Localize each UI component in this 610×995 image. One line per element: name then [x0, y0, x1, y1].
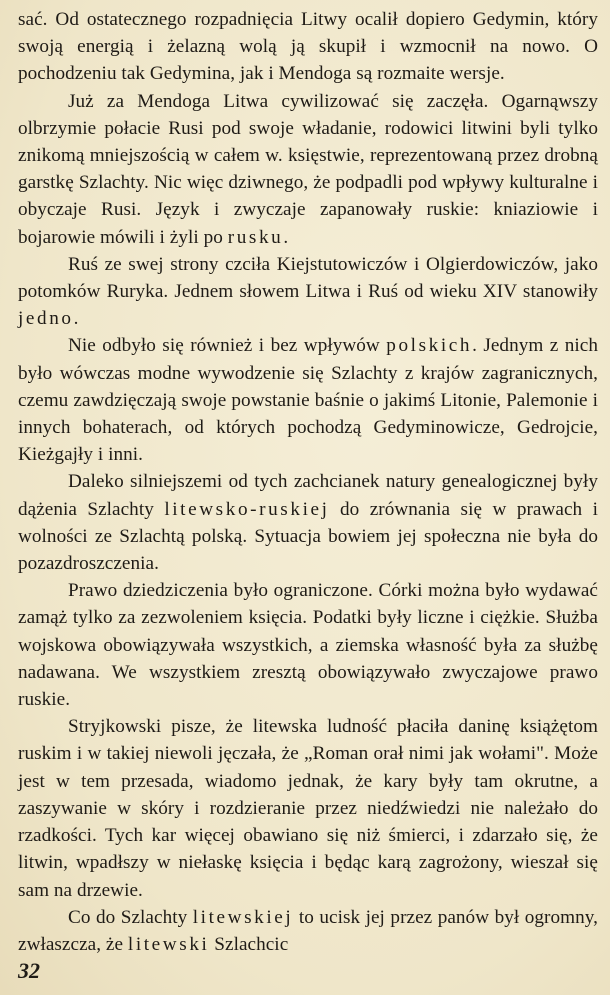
text-span: Ruś ze swej strony czciła Kiejstutowiczów i Olgierdowiczów, jako potomków Ruryka. Jednem słowem Litwa i Ruś od wieku XIV stanowiły: [18, 253, 598, 303]
text-span: .: [73, 308, 79, 330]
body-text: [18, 6, 598, 958]
paragraph: [18, 904, 598, 958]
text-span: Co do Szlachty: [68, 906, 193, 928]
text-span: Prawo dziedziczenia było ograniczone. Córki można było wydawać zamąż tylko za zezwoleniem księcia. Podatki były liczne i ciężkie. Służba wojskowa obowiązywała wszystkich, a ziemska własność była za służbę nadawana. We wszystkiem zresztą obowiązywało zwyczajowe prawo ruskie.: [18, 580, 598, 711]
text-span: Stryjkowski pisze, że litewska ludność płaciła daninę książętom ruskim i w takiej niewoli jęczała, że „Roman orał nimi jak wołami". Może jest w tem przesada, wiadomo jednak, że kary były tam okrutne, a zaszywanie w skóry i rozdzieranie przez niedźwiedzi nie należało do rzadkości. Tych kar więcej obawiano się niż śmierci, i zdarzało się, że litwin, wpadłszy w niełaskę księcia i będąc karą zagrożony, wieszał się sam na drzewie.: [18, 716, 598, 901]
paragraph: [18, 332, 598, 468]
paragraph: [18, 577, 598, 713]
paragraph: [18, 6, 598, 88]
text-span: to ucisk jej przez panów był ogromny, zwłaszcza, że: [18, 906, 598, 955]
page-number: 32: [18, 958, 40, 983]
paragraph: [18, 713, 598, 903]
spaced-emphasis-text: polskich: [386, 335, 473, 357]
text-span: Nie odbyło się również i bez wpływów: [68, 335, 387, 357]
spaced-emphasis-text: litewsko-ruskiej: [164, 498, 330, 520]
text-span: do zrównania się w prawach i wolności ze Szlachtą polską. Sytuacja bowiem jej społeczna nie była do pozazdroszczenia.: [18, 498, 598, 575]
paragraph: [18, 251, 598, 333]
text-span: Już za Mendoga Litwa cywilizować się zaczęła. Ogarnąwszy olbrzymie połacie Rusi pod swoje władanie, rodowici litwini byli tylko znikomą mniejszością w całem w. księstwie, reprezentowaną przez drobną garstkę Szlachty. Nic więc dziwnego, że podpadli pod wpływy kulturalne i obyczaje Rusi. Język i zwyczaje zapanowały ruskie: kniaziowie i bojarowie mówili i żyli po: [18, 90, 598, 248]
text-span: .: [283, 226, 289, 248]
spaced-emphasis-text: litewskiej: [192, 906, 294, 928]
text-span: . Jednym z nich było wówczas modne wywodzenie się Szlachty z krajów zagranicznych, czemu zawdzięczają swoje powstanie baśnie o jakimś Litonie, Palemonie i innych bohaterach, od których pochodzą Gedyminowicze, Gedrojcie, Kieżgajły i inni.: [18, 335, 598, 466]
spaced-emphasis-text: litewski: [127, 933, 210, 955]
text-span: Daleko silniejszemi od tych zachcianek natury genealogicznej były dążenia Szlachty: [18, 471, 598, 520]
paragraph: [18, 468, 598, 577]
spaced-emphasis-text: jedno: [18, 308, 74, 330]
spaced-emphasis-text: rusku: [227, 226, 284, 248]
text-span: Szlachcic: [209, 933, 289, 955]
text-span: sać. Od ostatecznego rozpadnięcia Litwy ocalił dopiero Gedymin, który swoją energią i żelazną wolą ją skupił i wzmocnił na nowo. O pochodzeniu tak Gedymina, jak i Mendoga są rozmaite wersje.: [18, 9, 598, 85]
paragraph: [18, 88, 598, 251]
